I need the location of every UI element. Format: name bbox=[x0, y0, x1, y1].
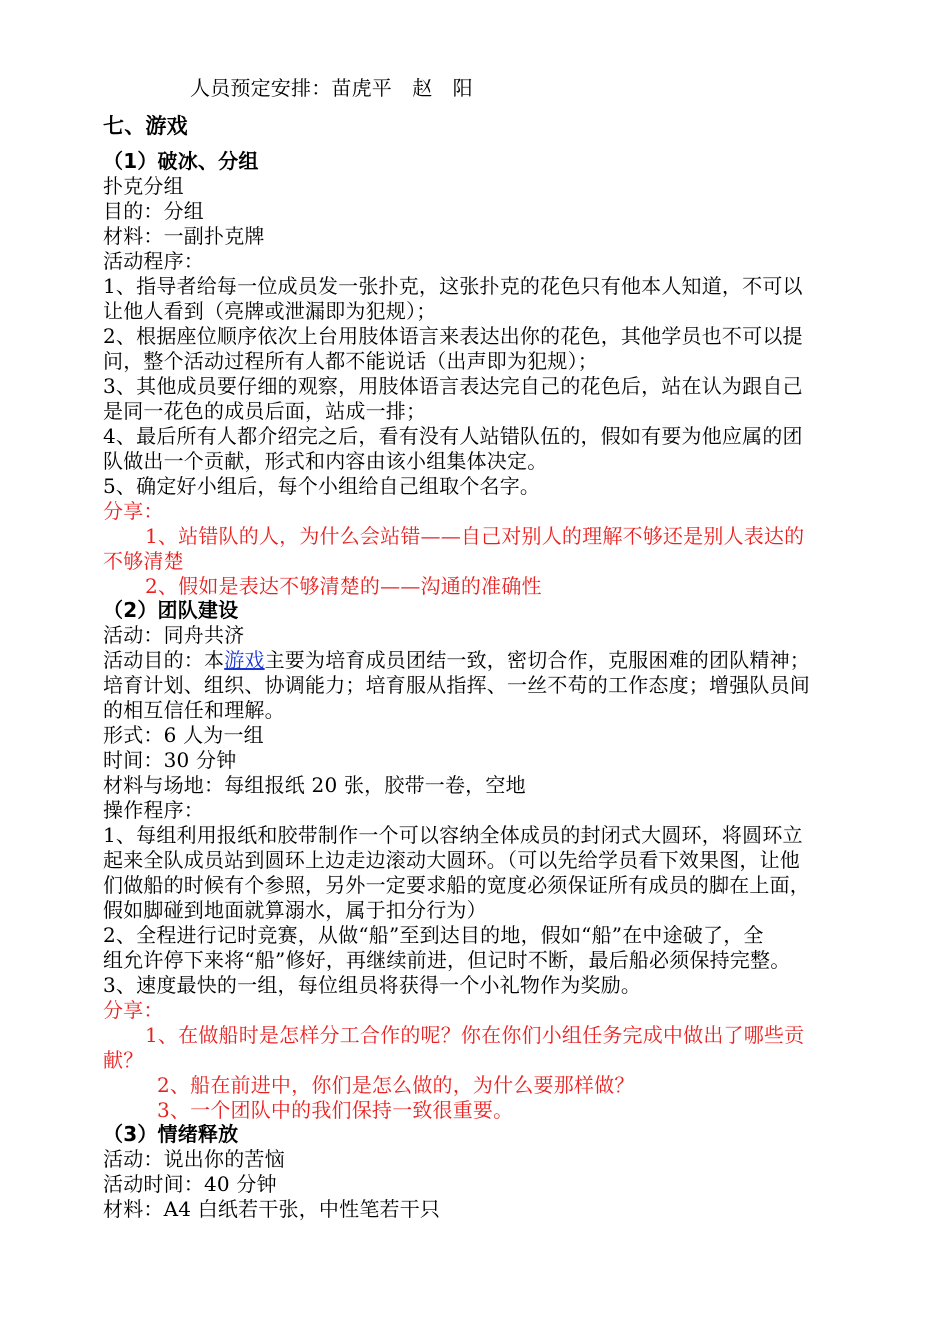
game2-step-line: 2、全程进行记时竞赛，从做“船”至到达目的地，假如“船”在中途破了，全 bbox=[103, 923, 764, 947]
game2-share-line: 献？ bbox=[103, 1048, 144, 1072]
game2-goal-line: 培育计划、组织、协调能力；培育服从指挥、一丝不苟的工作态度；增强队员间 bbox=[103, 673, 810, 697]
game1-step-line: 1、指导者给每一位成员发一张扑克，这张扑克的花色只有他本人知道，不可以 bbox=[103, 274, 803, 298]
game3-activity: 活动：说出你的苦恼 bbox=[103, 1147, 285, 1171]
game1-share-line: 不够清楚 bbox=[103, 549, 184, 573]
game1-step-line: 3、其他成员要仔细的观察，用肢体语言表达完自己的花色后，站在认为跟自己 bbox=[103, 374, 803, 398]
game3-heading: （3）情绪释放 bbox=[103, 1122, 239, 1146]
staff-arrangement: 人员预定安排：苗虎平 赵 阳 bbox=[190, 76, 473, 100]
game2-heading: （2）团队建设 bbox=[103, 598, 239, 622]
game1-step-line: 问，整个活动过程所有人都不能说话（出声即为犯规）； bbox=[103, 349, 598, 373]
game2-step-line: 起来全队成员站到圆环上边走边滚动大圆环。（可以先给学员看下效果图，让他 bbox=[103, 848, 800, 872]
game2-step-line: 组允许停下来将“船”修好，再继续前进，但记时不断，最后船必须保持完整。 bbox=[103, 948, 791, 972]
game2-material: 材料与场地：每组报纸 20 张，胶带一卷，空地 bbox=[103, 773, 526, 797]
game1-share-label: 分享： bbox=[103, 499, 164, 523]
game2-time: 时间：30 分钟 bbox=[103, 748, 237, 772]
game2-goal-prefix: 活动目的：本 bbox=[103, 648, 225, 672]
game2-step-line: 们做船的时候有个参照，另外一定要求船的宽度必须保证所有成员的脚在上面， bbox=[103, 873, 810, 897]
game1-heading: （1）破冰、分组 bbox=[103, 149, 259, 173]
game1-share-line: 2、假如是表达不够清楚的——沟通的准确性 bbox=[145, 574, 542, 598]
game2-share-line: 3、一个团队中的我们保持一致很重要。 bbox=[157, 1098, 514, 1122]
game2-share-label: 分享： bbox=[103, 998, 164, 1022]
game1-step-line: 让他人看到（亮牌或泄漏即为犯规）； bbox=[103, 299, 437, 323]
game2-step-line: 1、每组利用报纸和胶带制作一个可以容纳全体成员的封闭式大圆环，将圆环立 bbox=[103, 823, 803, 847]
section-title: 七、游戏 bbox=[103, 114, 188, 138]
game1-step-line: 2、根据座位顺序依次上台用肢体语言来表达出你的花色，其他学员也不可以提 bbox=[103, 324, 803, 348]
game2-goal-line bbox=[103, 648, 810, 673]
game2-procedure-label: 操作程序： bbox=[103, 798, 204, 822]
game2-goal-suffix: 主要为培育成员团结一致，密切合作，克服困难的团队精神； bbox=[264, 648, 811, 672]
game1-name: 扑克分组 bbox=[103, 174, 184, 198]
game1-step-line: 是同一花色的成员后面，站成一排； bbox=[103, 399, 427, 423]
game2-share-line: 2、船在前进中，你们是怎么做的，为什么要那样做？ bbox=[157, 1073, 635, 1097]
game1-purpose: 目的：分组 bbox=[103, 199, 204, 223]
game1-share-line: 1、站错队的人，为什么会站错——自己对别人的理解不够还是别人表达的 bbox=[145, 524, 805, 548]
game1-step-line: 队做出一个贡献，形式和内容由该小组集体决定。 bbox=[103, 449, 548, 473]
game-link[interactable]: 游戏 bbox=[224, 648, 265, 672]
game1-procedure-label: 活动程序： bbox=[103, 249, 204, 273]
game2-activity: 活动：同舟共济 bbox=[103, 623, 245, 647]
game2-step-line: 3、速度最快的一组，每位组员将获得一个小礼物作为奖励。 bbox=[103, 973, 642, 997]
game2-share-line: 1、在做船时是怎样分工合作的呢？你在你们小组任务完成中做出了哪些贡 bbox=[145, 1023, 805, 1047]
game2-goal-line: 的相互信任和理解。 bbox=[103, 698, 285, 722]
game2-step-line: 假如脚碰到地面就算溺水，属于扣分行为） bbox=[103, 898, 487, 922]
game3-material: 材料：A4 白纸若干张，中性笔若干只 bbox=[103, 1197, 441, 1221]
game1-step-line: 4、最后所有人都介绍完之后，看有没有人站错队伍的，假如有要为他应属的团 bbox=[103, 424, 803, 448]
game3-duration: 活动时间：40 分钟 bbox=[103, 1172, 277, 1196]
game2-format: 形式：6 人为一组 bbox=[103, 723, 264, 747]
game1-step-line: 5、确定好小组后，每个小组给自己组取个名字。 bbox=[103, 474, 541, 498]
game1-material: 材料：一副扑克牌 bbox=[103, 224, 265, 248]
